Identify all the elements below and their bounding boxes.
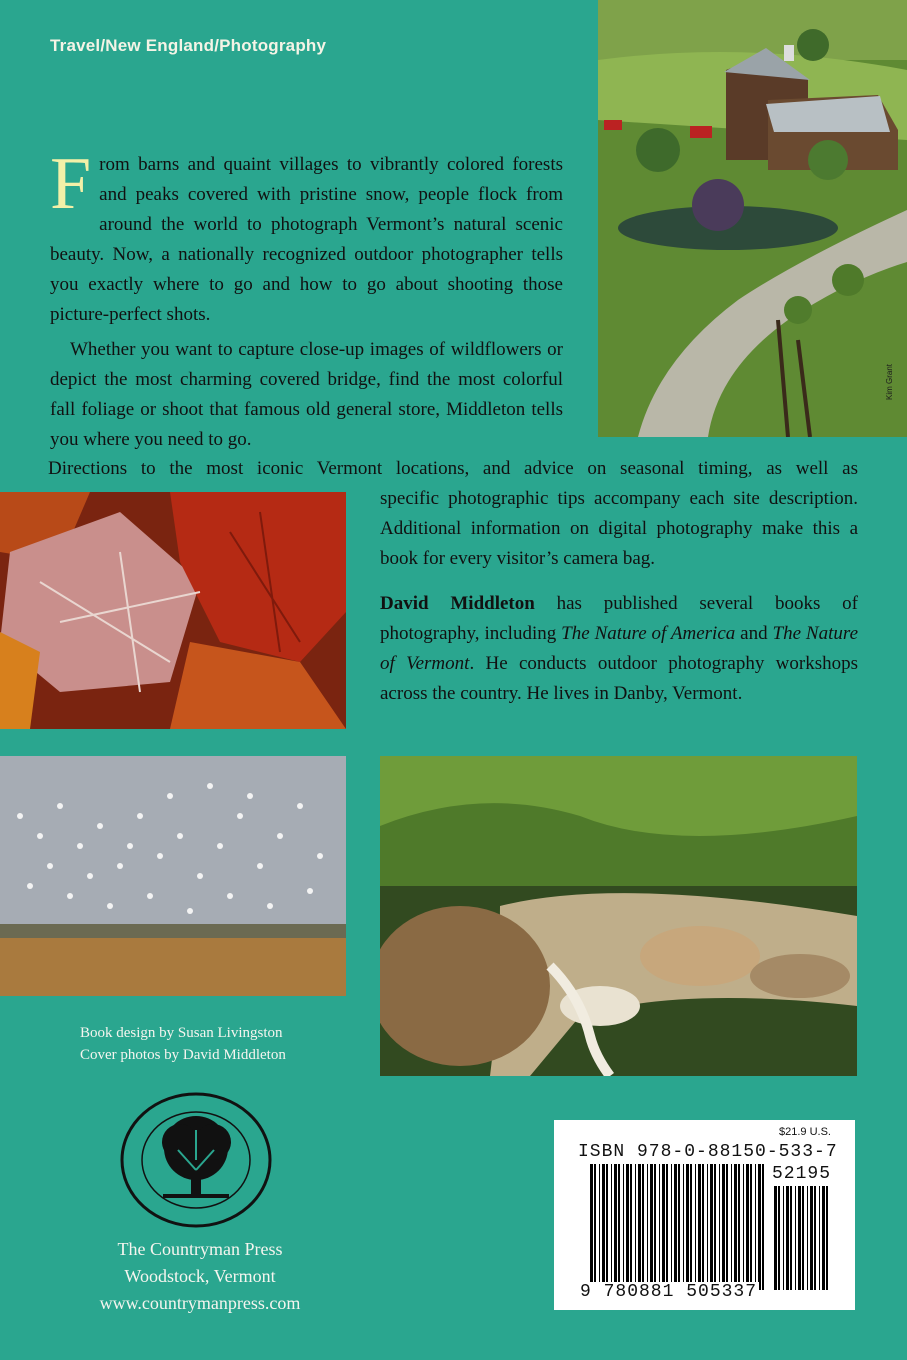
publisher-name: The Countryman Press (117, 1239, 283, 1259)
author-bio (380, 589, 858, 709)
description-paragraph-1 (50, 143, 563, 330)
photo-credit: Kim Grant (885, 363, 894, 400)
description-paragraph-1-text: rom barns and quaint villages to vibrantly colored forests and peaks covered with pristine snow, people flock from around the world to photograph Vermont’s natural scenic beauty. Now, a nationally recognized outdoor photographer tells you exactly where to go and how to go about shooting those picture-perfect shots. (50, 154, 563, 325)
isbn-barcode (590, 1164, 765, 1290)
category-label: Travel/New England/Photography (50, 36, 327, 55)
barcode-box (554, 1120, 855, 1310)
price-addon-number: 52195 (771, 1164, 831, 1184)
tree-seal-icon (118, 1090, 274, 1230)
author-name: David Middleton (380, 593, 535, 614)
addon-barcode (774, 1186, 830, 1290)
countryman-press-logo (118, 1090, 274, 1230)
publisher-city: Woodstock, Vermont (124, 1266, 276, 1286)
publisher-url[interactable]: www.countrymanpress.com (99, 1293, 301, 1313)
bio-text-2: . He conducts outdoor photography workshops across the country. He lives in Danby, Vermont. (380, 653, 858, 704)
book-title-1: The Nature of America (561, 623, 736, 644)
stream-photo (380, 756, 857, 1076)
credits-block (80, 1022, 286, 1066)
book-design-credit: Book design by Susan Livingston (80, 1025, 283, 1041)
ean-number: 9 780881 505337 (580, 1282, 758, 1302)
bio-text-1: has published several books of photography, including (380, 593, 858, 644)
description-paragraph-4: specific photographic tips accompany each site description. Additional information on digital photography make this a book for every visitor’s camera bag. (380, 488, 858, 569)
book-title-2: The Nature of Vermont (380, 623, 858, 674)
description-paragraph-2: Whether you want to capture close-up images of wildflowers or depict the most charming covered bridge, find the most colorful fall foliage or shoot that famous old general store, Middleton tells you where you need to go. (50, 339, 563, 450)
dropcap-letter: F (50, 143, 92, 225)
barn-photo (598, 0, 907, 437)
price-label: $21.9 U.S. (779, 1126, 831, 1138)
description-paragraph-3: Directions to the most iconic Vermont locations, and advice on seasonal timing, as well as (48, 458, 858, 479)
bio-and: and (735, 623, 773, 644)
isbn-number: ISBN 978-0-88150-533-7 (578, 1142, 838, 1162)
snow-geese-photo (0, 756, 346, 996)
publisher-block (80, 1236, 320, 1317)
cover-photos-credit: Cover photos by David Middleton (80, 1047, 286, 1063)
leaves-photo (0, 492, 346, 729)
